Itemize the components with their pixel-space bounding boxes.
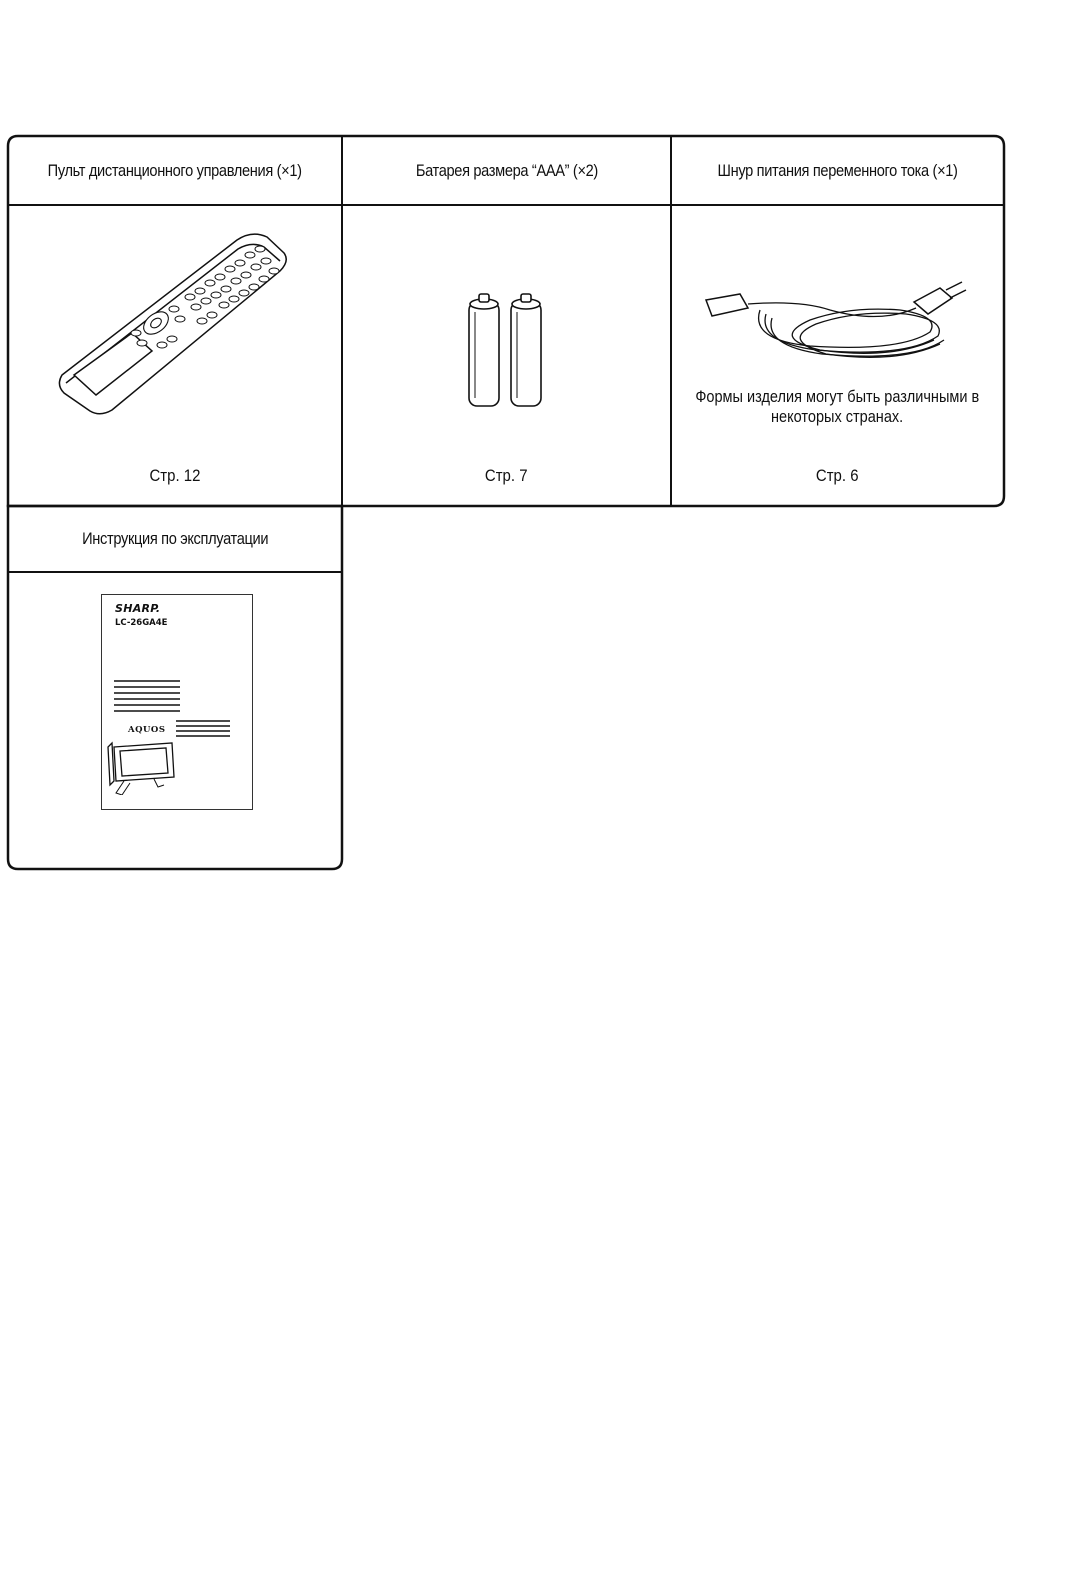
battery-title: Батарея размера “AAA” (×2) xyxy=(415,160,598,180)
power-cord-title-cell xyxy=(671,136,1004,205)
power-cord-page-ref: Стр. 6 xyxy=(816,466,859,485)
remote-title: Пульт дистанционного управления (×1) xyxy=(48,160,302,180)
manual-cover-art xyxy=(102,595,252,795)
battery-title-cell xyxy=(342,136,671,205)
manual-model: LC-26GA4E xyxy=(115,618,168,628)
battery-page-ref: Стр. 7 xyxy=(485,466,528,485)
aaa-batteries-icon xyxy=(457,292,557,412)
remote-title-cell xyxy=(8,136,342,205)
power-cord-note: Формы изделия могут быть различными в некоторых странах. xyxy=(695,388,980,426)
remote-page-ref: Стр. 12 xyxy=(149,466,201,485)
power-cord-title: Шнур питания переменного тока (×1) xyxy=(717,160,958,180)
manual-brand: SHARP. xyxy=(115,602,161,615)
manual-title: Инструкция по эксплуатации xyxy=(81,529,269,548)
manual-series: AQUOS xyxy=(128,725,166,735)
manual-title-cell xyxy=(8,506,342,572)
operation-manual-icon xyxy=(101,594,253,810)
remote-control-icon xyxy=(52,225,312,425)
power-cord-icon xyxy=(700,280,990,370)
